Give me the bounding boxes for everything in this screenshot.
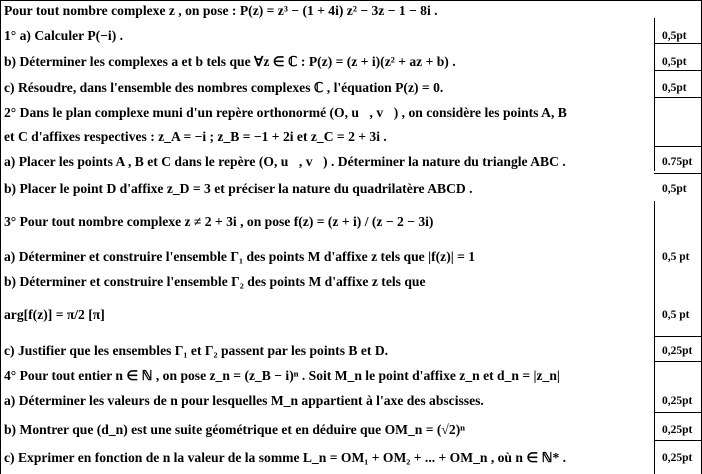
line-text: b) Placer le point D d'affixe z_D = 3 et préciser la nature du quadrilatère ABCD .	[4, 181, 473, 196]
line-points: 0,5pt	[662, 56, 687, 68]
points-column-divider	[654, 18, 655, 171]
line-text: c) Résoudre, dans l'ensemble des nombres complexes ℂ , l'équation P(z) = 0.	[4, 80, 444, 95]
line-text: arg[f(z)] = π/2 [π]	[4, 307, 105, 322]
points-separator	[654, 70, 702, 71]
line-text: Pour tout nombre complexe z , on pose : P(z) = z³ − (1 + 4i) z² − 3z − 1 − 8i .	[4, 3, 438, 18]
line-text: b) Montrer que (d_n) est une suite géométrique et en déduire que OM_n = (√2)ⁿ	[4, 422, 465, 437]
line-text: 4° Pour tout entier n ∈ ℕ , on pose z_n = (z_B − i)ⁿ . Soit M_n le point d'affixe z_n et d_n = |z_n|	[4, 368, 560, 383]
line-text: 3° Pour tout nombre complexe z ≠ 2 + 3i , on pose f(z) = (z + i) / (z − 2 − 3i)	[4, 214, 434, 229]
line-points: 0,5 pt	[662, 251, 690, 263]
line-points: 0,5pt	[662, 82, 687, 94]
line-text: a) Placer les points A , B et C dans le repère (O, u⃗, v⃗) . Déterminer la nature du triangle ABC .	[4, 154, 566, 169]
line-text: et C d'affixes respectives : z_A = −i ; z_B = −1 + 2i et z_C = 2 + 3i .	[4, 129, 387, 144]
line-points: 0,25pt	[662, 424, 693, 436]
line-points: 0,25pt	[662, 395, 693, 407]
line-text: b) Déterminer les complexes a et b tels que ∀z ∈ ℂ : P(z) = (z + i)(z² + az + b) .	[4, 54, 456, 69]
points-separator	[654, 146, 702, 147]
line-text: a) Déterminer les valeurs de n pour lesquelles M_n appartient à l'axe des abscisses.	[4, 393, 484, 408]
line-points: 0,5pt	[662, 30, 687, 42]
points-separator	[654, 336, 702, 337]
line-points: 0,5pt	[662, 183, 687, 195]
line-points: 0.75pt	[662, 156, 693, 168]
points-separator	[654, 97, 702, 98]
line-text: 1° a) Calculer P(−i) .	[4, 28, 124, 43]
line-points: 0,25pt	[662, 452, 693, 464]
frame-left-border	[0, 0, 1, 474]
line-text: c) Justifier que les ensembles Γ₁ et Γ₂ passent par les points B et D.	[4, 343, 389, 358]
frame-top-border	[0, 0, 702, 1]
line-text: c) Exprimer en fonction de n la valeur de la somme L_n = OM₁ + OM₂ + ... + OM_n , où n ∈ ℕ* .	[4, 450, 567, 465]
points-separator	[654, 440, 702, 441]
points-column-divider	[654, 201, 655, 474]
line-points: 0,25pt	[662, 345, 693, 357]
points-separator	[654, 173, 702, 174]
line-text: b) Déterminer et construire l'ensemble Γ₂ des points M d'affixe z tels que	[4, 274, 426, 289]
points-separator	[654, 361, 702, 362]
points-separator	[654, 43, 702, 44]
line-text: 2° Dans le plan complexe muni d'un repère orthonormé (O, u⃗, v⃗) , on considère les points A, B	[4, 105, 567, 120]
line-points: 0,5 pt	[662, 309, 690, 321]
points-separator	[654, 412, 702, 413]
line-text: a) Déterminer et construire l'ensemble Γ₁ des points M d'affixe z tels que |f(z)| = 1	[4, 249, 476, 264]
